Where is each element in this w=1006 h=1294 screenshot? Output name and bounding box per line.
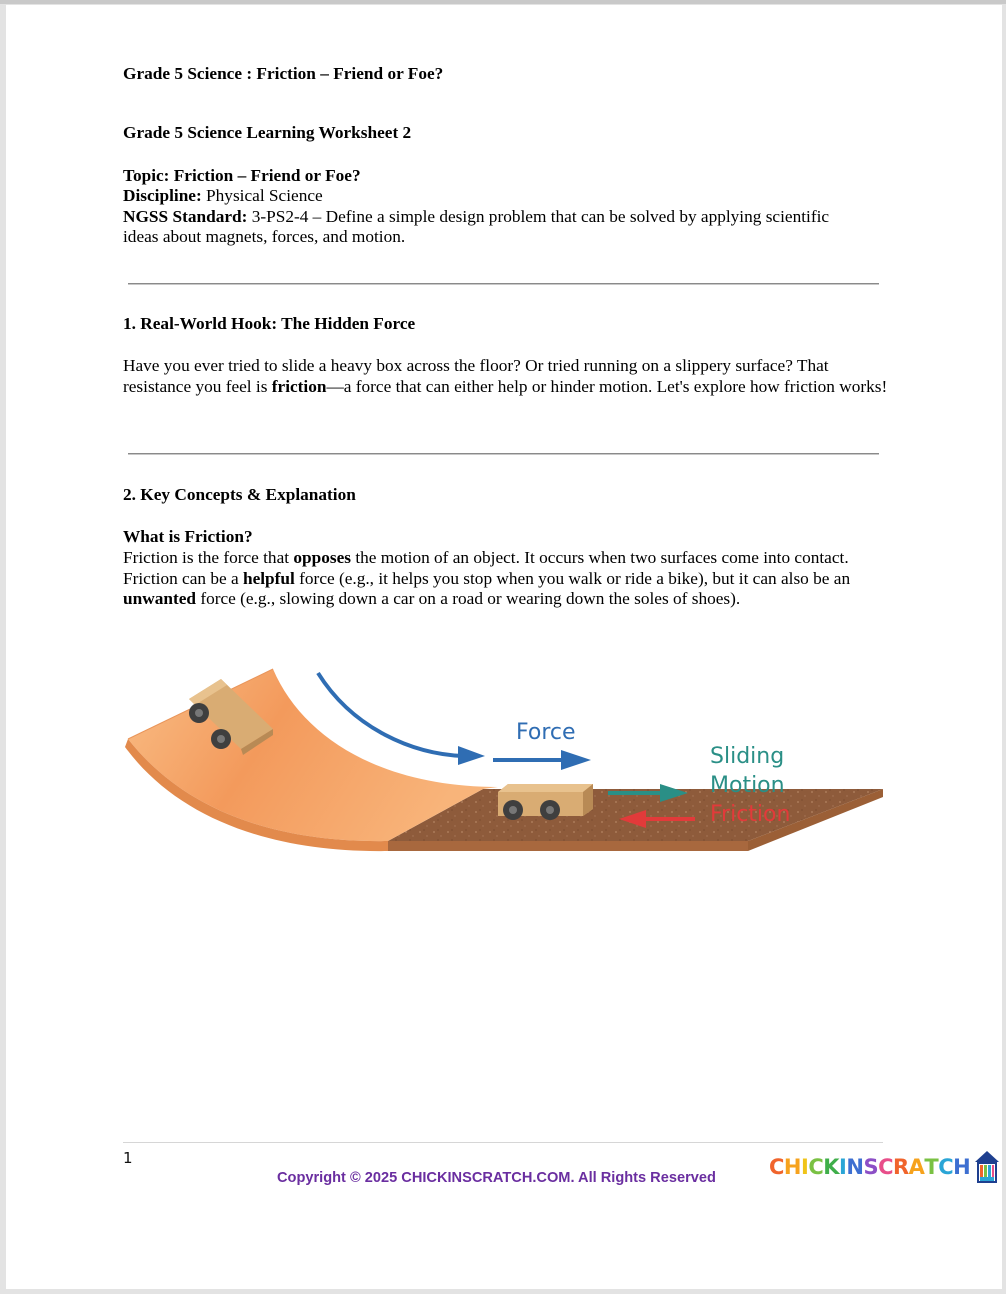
standard-line	[123, 207, 829, 228]
body-text: Friction is the force that	[123, 548, 294, 567]
opposes-emphasis: opposes	[293, 548, 351, 567]
car-on-ground-icon	[498, 784, 593, 820]
discipline-label: Discipline:	[123, 186, 202, 205]
divider	[128, 283, 879, 285]
standard-value: 3-PS2-4 – Define a simple design problem that can be solved by applying scientific	[247, 207, 830, 226]
logo-letter: I	[801, 1154, 809, 1179]
logo-letter: T	[924, 1154, 939, 1179]
motion-label: Motion	[710, 773, 785, 798]
logo-letter: C	[878, 1154, 893, 1179]
friction-label: Friction	[710, 802, 791, 827]
logo-letter: H	[783, 1154, 801, 1179]
logo-letter: A	[908, 1154, 925, 1179]
logo-letter: I	[839, 1154, 847, 1179]
divider	[128, 453, 879, 455]
friction-diagram	[123, 629, 889, 861]
body-text: the motion of an object. It occurs when two surfaces come into contact. Friction can be a	[123, 548, 849, 588]
header-title: Grade 5 Science : Friction – Friend or Foe?	[123, 64, 444, 83]
section1-heading: 1. Real-World Hook: The Hidden Force	[123, 314, 416, 333]
section1-text-end: —a force that can either help or hinder motion. Let's explore how friction works!	[326, 376, 888, 396]
logo-letter: C	[938, 1154, 954, 1179]
standard-line-2: ideas about magnets, forces, and motion.	[123, 227, 406, 246]
worksheet-title: Grade 5 Science Learning Worksheet 2	[123, 123, 412, 142]
section2-body	[123, 548, 898, 610]
footer-divider	[123, 1142, 883, 1143]
chickinscratch-logo	[769, 1147, 1000, 1187]
body-text: force (e.g., it helps you stop when you walk or ride a bike), but it can also be an	[294, 568, 851, 588]
friction-subheading: What is Friction?	[123, 527, 253, 546]
schoolhouse-icon	[974, 1150, 1000, 1184]
body-text: force (e.g., slowing down a car on a road or wearing down the soles of shoes).	[196, 589, 741, 609]
section1-text: Have you ever tried to slide a heavy box across the floor? Or tried running on a slippery surface? That resistance you feel is	[123, 356, 829, 396]
force-label: Force	[516, 720, 576, 745]
section2-heading: 2. Key Concepts & Explanation	[123, 485, 356, 504]
logo-letter: N	[846, 1154, 864, 1179]
logo-letter: C	[769, 1154, 784, 1179]
logo-letter: K	[823, 1154, 840, 1179]
viewer-top-border	[0, 0, 1006, 4]
logo-wordmark	[769, 1154, 971, 1179]
sliding-label: Sliding	[710, 744, 785, 769]
discipline-line	[123, 186, 323, 207]
logo-letter: R	[892, 1154, 909, 1179]
friction-emphasis: friction	[271, 376, 327, 396]
copyright-notice: Copyright © 2025 CHICKINSCRATCH.COM. All Rights Reserved	[277, 1170, 716, 1186]
topic-line: Topic: Friction – Friend or Foe?	[123, 166, 361, 185]
helpful-emphasis: helpful	[242, 568, 295, 588]
page-number: 1	[123, 1149, 133, 1167]
unwanted-emphasis: unwanted	[123, 589, 196, 609]
logo-letter: S	[863, 1154, 879, 1179]
document-page	[6, 5, 1002, 1289]
discipline-value: Physical Science	[201, 186, 323, 205]
logo-letter: C	[808, 1154, 824, 1179]
logo-letter: H	[953, 1154, 971, 1179]
section1-body	[123, 356, 893, 397]
standard-label: NGSS Standard:	[123, 207, 248, 226]
ramp-car-illustration	[123, 629, 889, 861]
